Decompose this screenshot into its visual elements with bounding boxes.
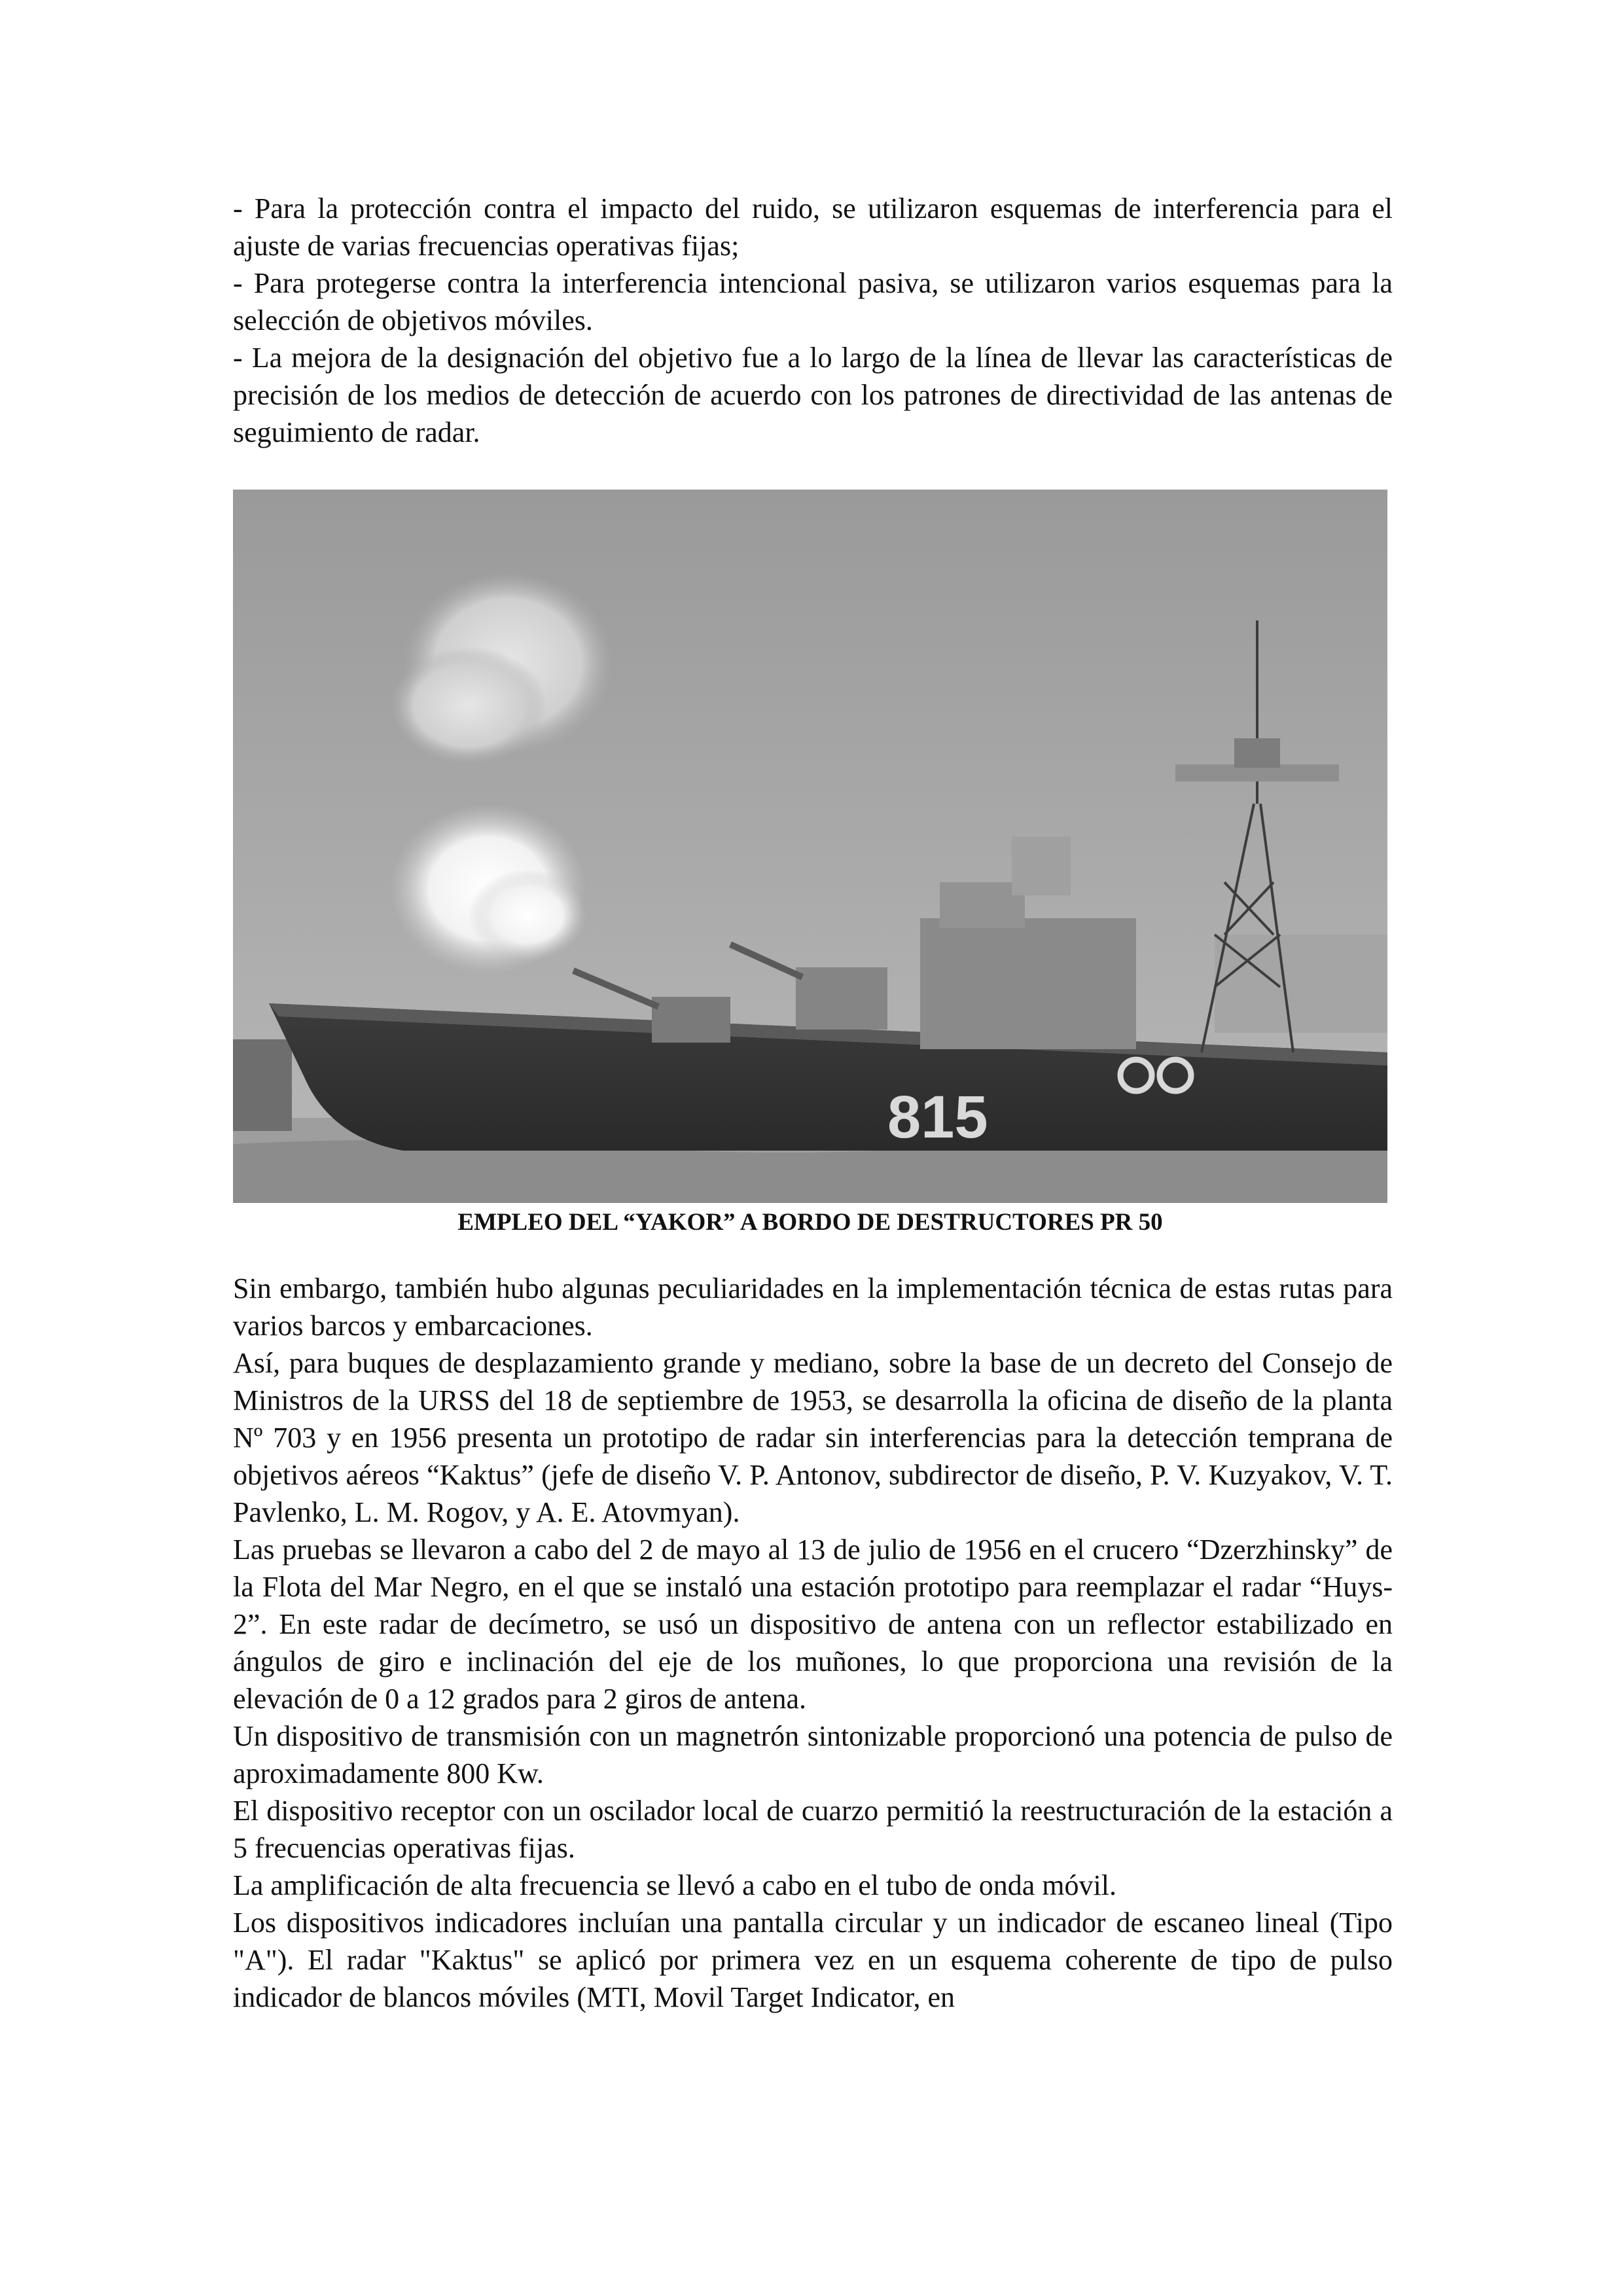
paragraph: Los dispositivos indicadores incluían una pantalla circular y un indicador de escaneo lineal (Tipo "A"). El radar "Kaktus" se aplicó por primera vez en un esquema coherente de tipo de pulso indicador de blancos móviles (MTI, Movil Target Indicator, en — [233, 1907, 1393, 2013]
muzzle-flash — [469, 869, 586, 961]
paragraph: El dispositivo receptor con un oscilador local de cuarzo permitió la reestructuración de la estación a 5 frecuencias operativas fijas. — [233, 1795, 1393, 1864]
hull-number: 815 — [887, 1084, 988, 1151]
bottom-text-block — [233, 1270, 1393, 2016]
fire-director — [1012, 836, 1071, 895]
paragraph: Las pruebas se llevaron a cabo del 2 de mayo al 13 de julio de 1956 en el crucero “Dzerzhinsky” de la Flota del Mar Negro, en el que se instaló una estación prototipo para reemplazar el radar “Huys-2”. En este radar de decímetro, se usó un dispositivo de antena con un reflector estabilizado en ángulos de giro e inclinación del eje de los muñones, lo que proporciona una revisión de la elevación de 0 a 12 grados para 2 giros de antena. — [233, 1534, 1393, 1715]
aft-superstructure — [1215, 935, 1387, 1033]
paragraph: Así, para buques de desplazamiento grande y mediano, sobre la base de un decreto del Consejo de Ministros de la URSS del 18 de septiembre de 1953, se desarrolla la oficina de diseño de la planta Nº 703 y en 1956 presenta un prototipo de radar sin interferencias para la detección temprana de objetivos aéreos “Kaktus” (jefe de diseño V. P. Antonov, subdirector de diseño, P. V. Kuzyakov, V. T. Pavlenko, L. M. Rogov, y A. E. Atovmyan). — [233, 1347, 1393, 1528]
top-text-block — [233, 190, 1393, 451]
destroyer-photo — [233, 490, 1387, 1203]
radar-reflector — [1234, 738, 1280, 768]
destroyer-photo-drawing — [233, 490, 1387, 1203]
smoke-cloud — [390, 647, 547, 764]
paragraph: Un dispositivo de transmisión con un magnetrón sintonizable proporcionó una potencia de pulso de aproximadamente 800 Kw. — [233, 1720, 1393, 1789]
paragraph: Sin embargo, también hubo algunas peculiaridades en la implementación técnica de estas rutas para varios barcos y embarcaciones. — [233, 1272, 1393, 1342]
figure-caption: EMPLEO DEL “YAKOR” A BORDO DE DESTRUCTORES PR 50 — [457, 1209, 1163, 1236]
paragraph: - Para protegerse contra la interferencia intencional pasiva, se utilizaron varios esquemas para la selección de objetivos móviles. — [233, 267, 1393, 336]
background-vessel — [233, 1039, 292, 1131]
paragraph: - La mejora de la designación del objetivo fue a lo largo de la línea de llevar las características de precisión de los medios de detección de acuerdo con los patrones de directividad de las antenas de seguimiento de radar. — [233, 342, 1393, 448]
gun-turret — [652, 997, 730, 1043]
bridge-superstructure — [920, 918, 1136, 1049]
paragraph: La amplificación de alta frecuencia se llevó a cabo en el tubo de onda móvil. — [233, 1869, 1116, 1901]
paragraph: - Para la protección contra el impacto del ruido, se utilizaron esquemas de interferencia para el ajuste de varias frecuencias operativas fijas; — [233, 192, 1393, 262]
gun-turret — [796, 967, 887, 1030]
